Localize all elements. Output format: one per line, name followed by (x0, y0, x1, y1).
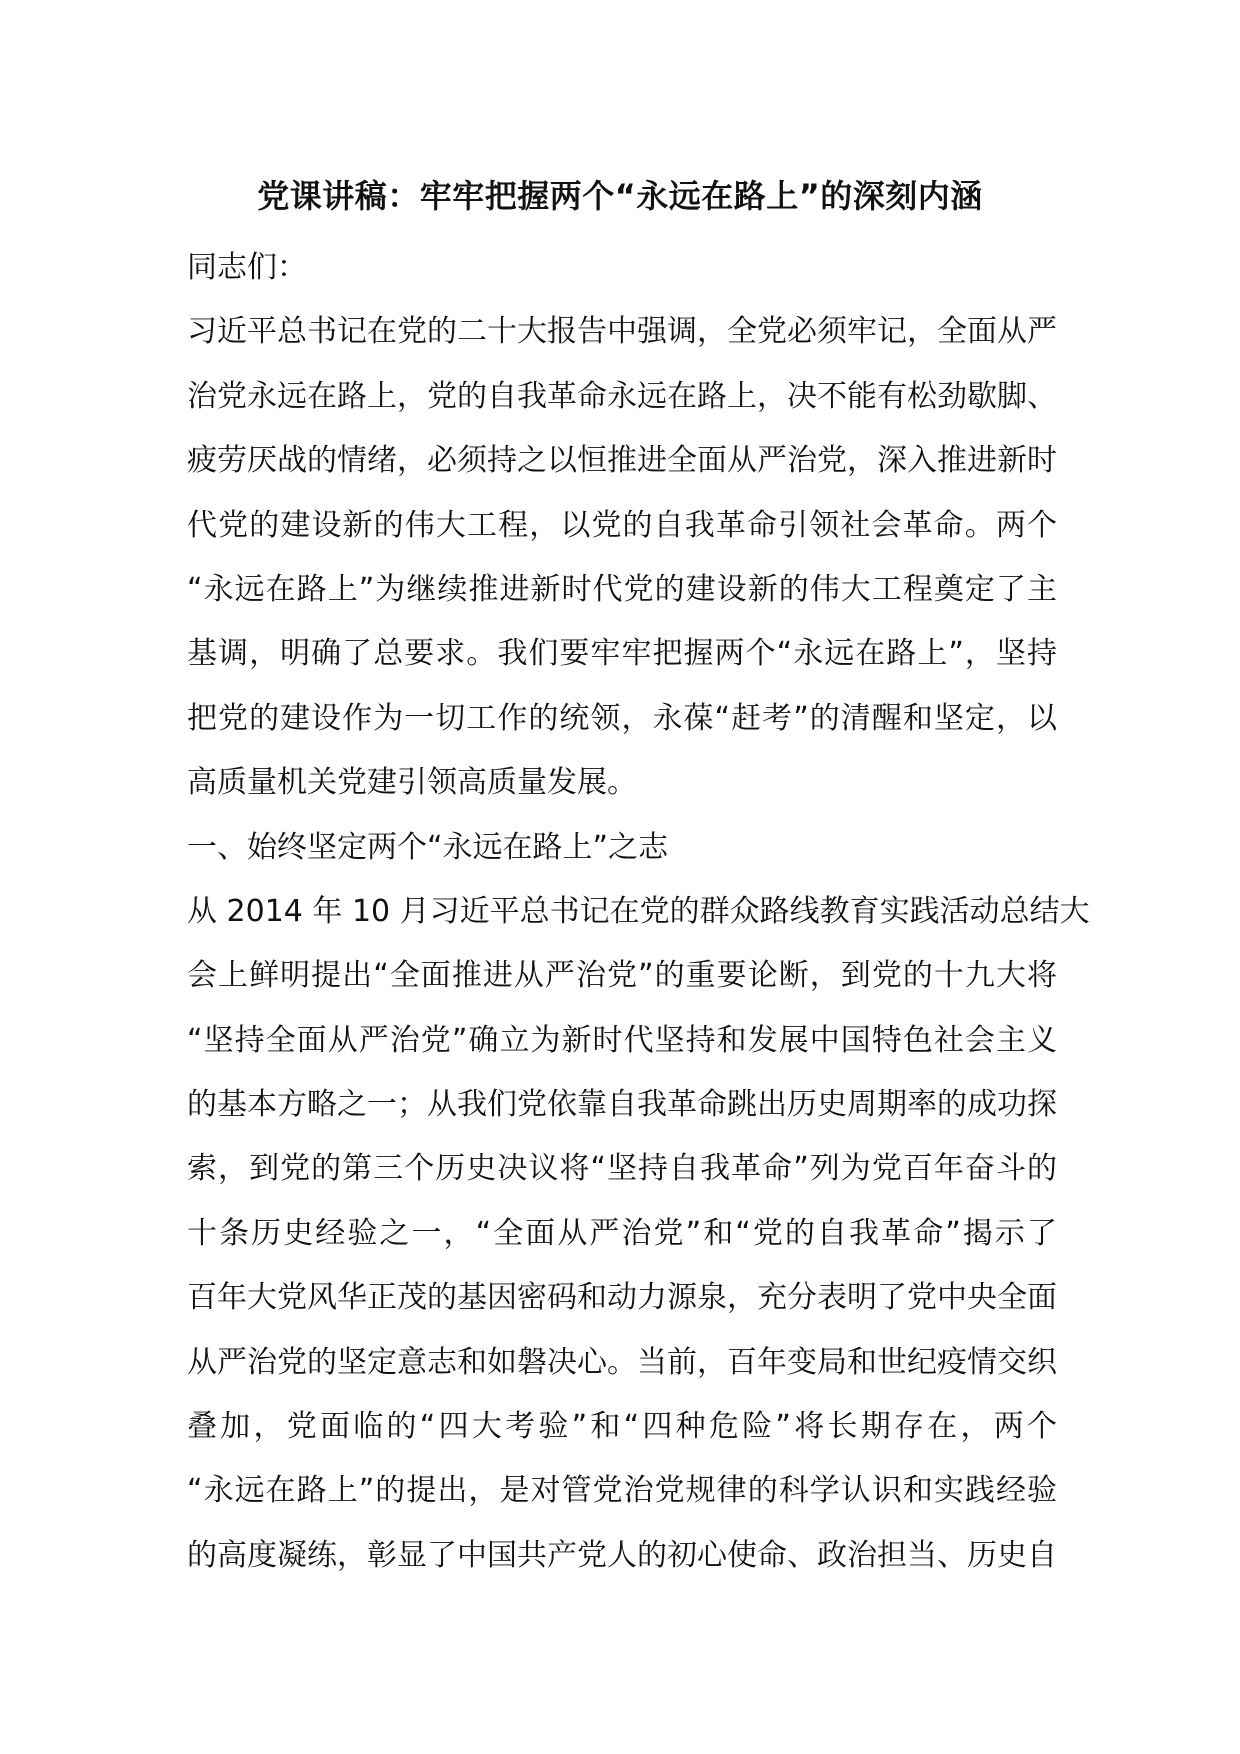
paragraph-line: “永远在路上”为继续推进新时代党的建设新的伟大工程奠定了主 (187, 571, 1057, 607)
paragraph-line: 百年大党风华正茂的基因密码和动力源泉，充分表明了党中央全面 (187, 1280, 1057, 1316)
paragraph-line: “坚持全面从严治党”确立为新时代坚持和发展中国特色社会主义 (187, 1022, 1057, 1058)
paragraph-line: 的高度凝练，彰显了中国共产党人的初心使命、政治担当、历史自 (187, 1537, 1057, 1573)
section-heading: 一、始终坚定两个“永远在路上”之志 (187, 829, 669, 865)
document-title: 党课讲稿：牢牢把握两个“永远在路上”的深刻内涵 (257, 177, 983, 215)
paragraph-line: 的基本方略之一；从我们党依靠自我革命跳出历史周期率的成功探 (187, 1087, 1057, 1123)
paragraph-line: 十条历史经验之一，“全面从严治党”和“党的自我革命”揭示了 (187, 1215, 1057, 1251)
paragraph-line: 疲劳厌战的情绪，必须持之以恒推进全面从严治党，深入推进新时 (187, 443, 1057, 479)
paragraph-line: 索，到党的第三个历史决议将“坚持自我革命”列为党百年奋斗的 (187, 1151, 1057, 1187)
paragraph-line: 从 2014 年 10 月习近平总书记在党的群众路线教育实践活动总结大 (187, 893, 1090, 929)
paragraph-line: 基调，明确了总要求。我们要牢牢把握两个“永远在路上”，坚持 (187, 636, 1057, 672)
paragraph-line: 习近平总书记在党的二十大报告中强调，全党必须牢记，全面从严 (187, 314, 1057, 350)
paragraph-line: 治党永远在路上，党的自我革命永远在路上，决不能有松劲歇脚、 (187, 378, 1057, 414)
paragraph-line: 把党的建设作为一切工作的统领，永葆“赶考”的清醒和坚定，以 (187, 700, 1057, 736)
paragraph-line: “永远在路上”的提出，是对管党治党规律的科学认识和实践经验 (187, 1473, 1057, 1509)
paragraph-line: 从严治党的坚定意志和如磐决心。当前，百年变局和世纪疫情交织 (187, 1344, 1057, 1380)
paragraph-line: 会上鲜明提出“全面推进从严治党”的重要论断，到党的十九大将 (187, 958, 1057, 994)
paragraph-line: 高质量机关党建引领高质量发展。 (187, 765, 637, 801)
paragraph-line: 叠加，党面临的“四大考验”和“四种危险”将长期存在，两个 (187, 1409, 1057, 1445)
paragraph-line: 代党的建设新的伟大工程，以党的自我革命引领社会革命。两个 (187, 507, 1057, 543)
document-body (187, 236, 1090, 1588)
salutation-line: 同志们： (187, 250, 307, 285)
